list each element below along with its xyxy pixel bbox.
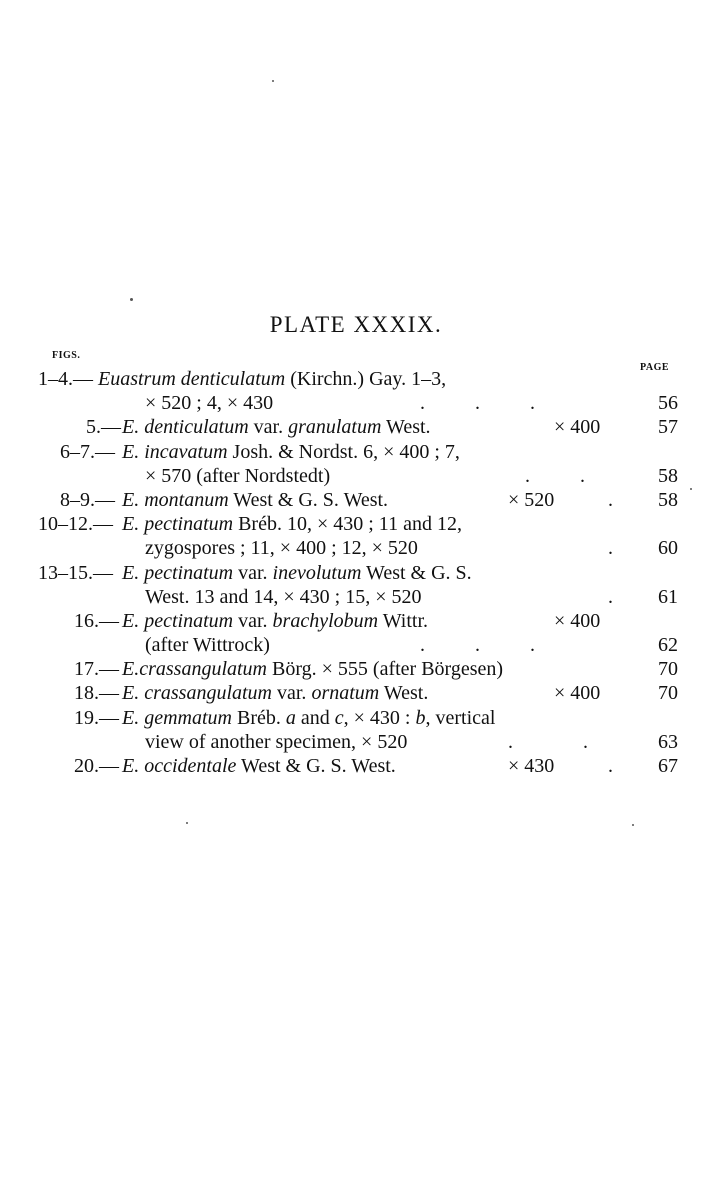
list-item: 20.— E. occidentale West & G. S. West. × 430 . 67	[74, 755, 678, 777]
list-item: 19.— E. gemmatum Bréb. a and c, × 430 : b, vertical	[74, 706, 496, 729]
variety-name: brachylobum	[272, 609, 379, 632]
leader-dots: .	[608, 755, 613, 777]
figure-list	[0, 368, 712, 779]
page-number: 70	[658, 658, 678, 681]
leader-dots: . .	[525, 464, 585, 487]
entry-text: zygospores ; 11, × 400 ; 12, × 520	[145, 537, 418, 560]
magnification: × 400	[554, 682, 601, 705]
leader-dots: .	[608, 585, 613, 608]
leader-dots: . . .	[420, 392, 535, 415]
list-item-continuation	[0, 586, 712, 610]
species-name: Euastrum denticulatum	[98, 368, 286, 390]
page-column-heading: PAGE	[640, 362, 670, 373]
list-item: 8–9.— E. montanum West & G. S. West. × 520 . 58	[60, 488, 678, 511]
variety-name: inevolutum	[272, 561, 362, 584]
list-item: 6–7.— E. incavatum Josh. & Nordst. 6, × 400 ; 7,	[60, 440, 460, 463]
fig-number: 18.—	[74, 682, 119, 705]
fig-number: 6–7.—	[60, 440, 115, 463]
page-number: 56	[658, 392, 678, 415]
page-number: 57	[658, 416, 678, 439]
species-name: E. occidentale	[122, 755, 237, 777]
leader-dots: . .	[508, 730, 588, 753]
species-name: E. crassangulatum	[122, 682, 272, 705]
fig-number: 19.—	[74, 706, 119, 729]
paper-speck	[690, 488, 692, 490]
fig-number: 20.—	[74, 755, 119, 777]
list-item: 5.— E. denticulatum var. granulatum West. × 400 57	[86, 416, 678, 439]
fig-number: 1–4.—	[38, 368, 93, 390]
fig-number: 10–12.—	[38, 513, 113, 536]
list-item-continuation	[0, 465, 712, 489]
species-name: E.crassangulatum	[122, 658, 267, 681]
leader-dots: .	[608, 537, 613, 560]
page-number: 70	[658, 682, 678, 705]
fig-number: 5.—	[86, 416, 121, 439]
list-item-continuation	[0, 537, 712, 561]
paper-speck	[130, 298, 133, 301]
page-number: 60	[658, 537, 678, 560]
list-item: 18.— E. crassangulatum var. ornatum West. × 400 70	[74, 682, 678, 705]
page-number: 58	[658, 488, 678, 511]
page-number: 62	[658, 634, 678, 657]
list-item	[0, 368, 712, 392]
list-item: 13–15.— E. pectinatum var. inevolutum West & G. S.	[38, 561, 472, 584]
variety-name: granulatum	[288, 416, 382, 439]
fig-number: 16.—	[74, 609, 119, 632]
plate-title: PLATE XXXIX.	[269, 312, 443, 337]
list-item: 17.— E.crassangulatum Börg. × 555 (after Börgesen) 70	[74, 658, 678, 681]
page-number: 67	[658, 755, 678, 777]
magnification: × 520	[508, 488, 555, 511]
species-name: E. gemmatum	[122, 706, 232, 729]
species-name: E. incavatum	[122, 440, 228, 463]
paper-speck	[186, 822, 188, 824]
variety-name: ornatum	[311, 682, 380, 705]
entry-text: × 520 ; 4, × 430	[145, 392, 274, 415]
species-name: E. denticulatum	[122, 416, 249, 439]
list-item-continuation	[0, 731, 712, 755]
page-number: 61	[658, 585, 678, 608]
page-number: 63	[658, 730, 678, 753]
leader-dots: .	[608, 488, 613, 511]
entry-text: West. 13 and 14, × 430 ; 15, × 520	[145, 585, 422, 608]
entry-text: (Kirchn.) Gay. 1–3,	[285, 368, 447, 390]
species-name: E. pectinatum	[122, 513, 234, 536]
magnification: × 400	[554, 609, 601, 632]
entry-text: × 570 (after Nordstedt)	[145, 464, 331, 487]
magnification: × 400	[554, 416, 601, 439]
magnification: × 430	[508, 755, 555, 777]
paper-speck	[632, 824, 634, 826]
list-item-continuation	[0, 392, 712, 416]
entry-text: view of another specimen, × 520	[145, 730, 408, 753]
figs-column-heading: FIGS.	[52, 350, 81, 361]
list-item: 10–12.— E. pectinatum Bréb. 10, × 430 ; 11 and 12,	[38, 513, 462, 536]
fig-number: 17.—	[74, 658, 119, 681]
species-name: E. pectinatum	[122, 609, 234, 632]
fig-number: 8–9.—	[60, 488, 115, 511]
leader-dots: . . .	[420, 634, 535, 657]
list-item: 16.— E. pectinatum var. brachylobum Wittr. × 400	[74, 609, 601, 632]
entry-text: (after Wittrock)	[145, 634, 270, 657]
species-name: E. montanum	[122, 488, 229, 511]
list-item-continuation	[0, 634, 712, 658]
paper-speck	[272, 80, 274, 82]
species-name: E. pectinatum	[122, 561, 234, 584]
fig-number: 13–15.—	[38, 561, 113, 584]
page-number: 58	[658, 464, 678, 487]
